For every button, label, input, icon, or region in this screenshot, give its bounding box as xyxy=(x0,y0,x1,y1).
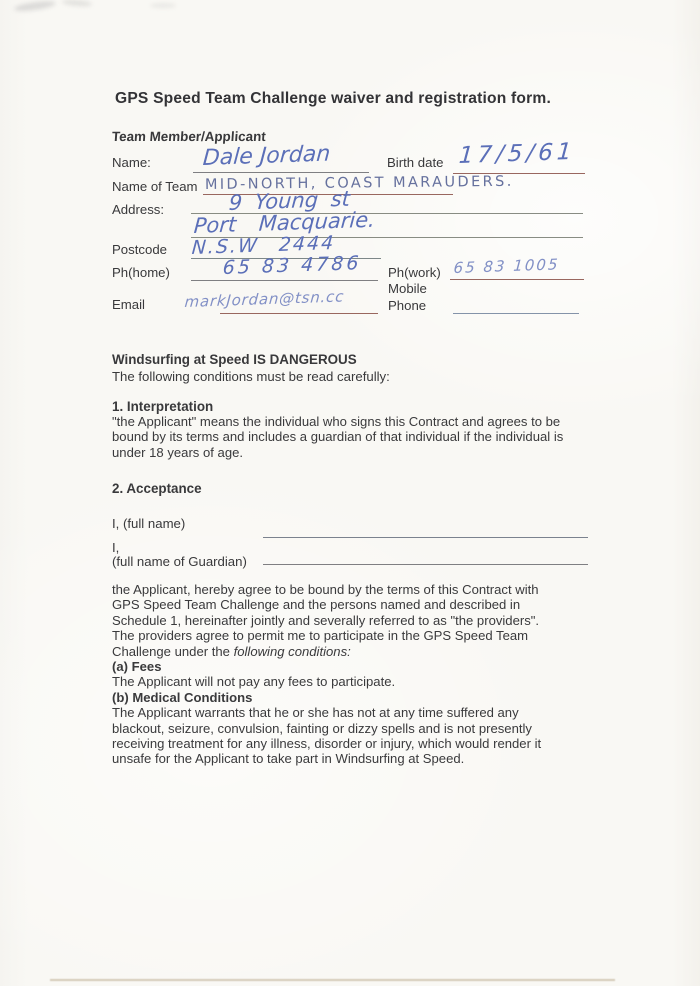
email-field-line xyxy=(220,313,378,314)
name-handwritten-value: Dale Jordan xyxy=(202,141,332,171)
email-label: Email xyxy=(112,297,145,312)
scan-smudge xyxy=(150,3,176,8)
postcode-handwritten-value: N.S.W 2444 xyxy=(191,231,337,259)
interpretation-heading: 1. Interpretation xyxy=(112,399,214,414)
team-name-handwritten-value: MID-NORTH, COAST MARAUDERS. xyxy=(204,173,514,193)
agreement-paragraph xyxy=(112,582,541,767)
danger-heading: Windsurfing at Speed IS DANGEROUS xyxy=(112,352,357,367)
paragraph-line: unsafe for the Applicant to take part in Windsurfing at Speed. xyxy=(112,751,465,767)
guardian-prompt-label: (full name of Guardian) xyxy=(112,554,247,569)
paragraph-line: The providers agree to permit me to participate in the GPS Speed Team xyxy=(112,628,529,644)
address-handwritten-line2: Port Macquarie. xyxy=(193,207,376,238)
postcode-label: Postcode xyxy=(112,242,167,257)
guardian-prompt-prefix: I, xyxy=(112,540,120,555)
ph-work-handwritten-value: 65 83 1005 xyxy=(453,255,561,277)
full-name-blank-line xyxy=(263,537,588,538)
birthdate-label: Birth date xyxy=(387,155,444,170)
ph-work-label: Ph(work) xyxy=(388,265,441,280)
interpretation-paragraph xyxy=(112,414,563,460)
ph-work-field-line xyxy=(450,279,584,280)
paragraph-line: the Applicant, hereby agree to be bound by the terms of this Contract with xyxy=(112,582,539,597)
paragraph-line: under 18 years of age. xyxy=(112,444,244,460)
acceptance-heading: 2. Acceptance xyxy=(112,481,202,496)
address-handwritten-line1: 9 Young st xyxy=(228,186,351,215)
name-field-line xyxy=(193,172,369,173)
paragraph-line: The Applicant warrants that he or she has not at any time suffered any xyxy=(112,705,519,721)
name-label: Name: xyxy=(112,155,151,170)
phone-field-line xyxy=(453,313,579,314)
mobile-label: Mobile xyxy=(388,281,427,296)
paragraph-line: bound by its terms and includes a guardian of that individual if the individual is xyxy=(112,429,564,445)
email-handwritten-value: markJordan@tsn.cc xyxy=(184,287,345,311)
paragraph-line: Challenge under the following conditions: xyxy=(112,643,351,659)
ph-home-field-line xyxy=(191,280,378,281)
ph-home-label: Ph(home) xyxy=(112,265,170,280)
italic-phrase: following conditions: xyxy=(233,643,351,659)
guardian-blank-line xyxy=(263,564,588,565)
paragraph-line: receiving treatment for any illness, disorder or injury, which would render it xyxy=(112,736,542,752)
page-title: GPS Speed Team Challenge waiver and registration form. xyxy=(115,90,551,107)
paragraph-line: "the Applicant" means the individual who signs this Contract and agrees to be xyxy=(112,414,561,429)
scan-smudge xyxy=(14,0,57,13)
birthdate-handwritten-value: 17/5/61 xyxy=(458,138,577,169)
address-label: Address: xyxy=(112,202,165,217)
scan-bottom-edge xyxy=(50,979,615,981)
fees-body: The Applicant will not pay any fees to participate. xyxy=(112,674,396,690)
fees-heading: (a) Fees xyxy=(112,659,162,675)
paragraph-line: blackout, seizure, convulsion, fainting or dizzy spells and is not presently xyxy=(112,720,532,736)
paragraph-line: GPS Speed Team Challenge and the persons named and described in xyxy=(112,597,521,613)
danger-subheading: The following conditions must be read carefully: xyxy=(112,369,390,384)
ph-home-handwritten-value: 65 83 4786 xyxy=(222,252,363,279)
medical-heading: (b) Medical Conditions xyxy=(112,689,253,705)
scan-smudge xyxy=(62,0,92,7)
full-name-prompt: I, (full name) xyxy=(112,516,186,531)
applicant-section-heading: Team Member/Applicant xyxy=(111,129,267,144)
paragraph-line: Schedule 1, hereinafter jointly and severally referred to as "the providers". xyxy=(112,612,540,628)
team-name-label: Name of Team xyxy=(112,179,198,194)
phone-label: Phone xyxy=(388,298,427,313)
